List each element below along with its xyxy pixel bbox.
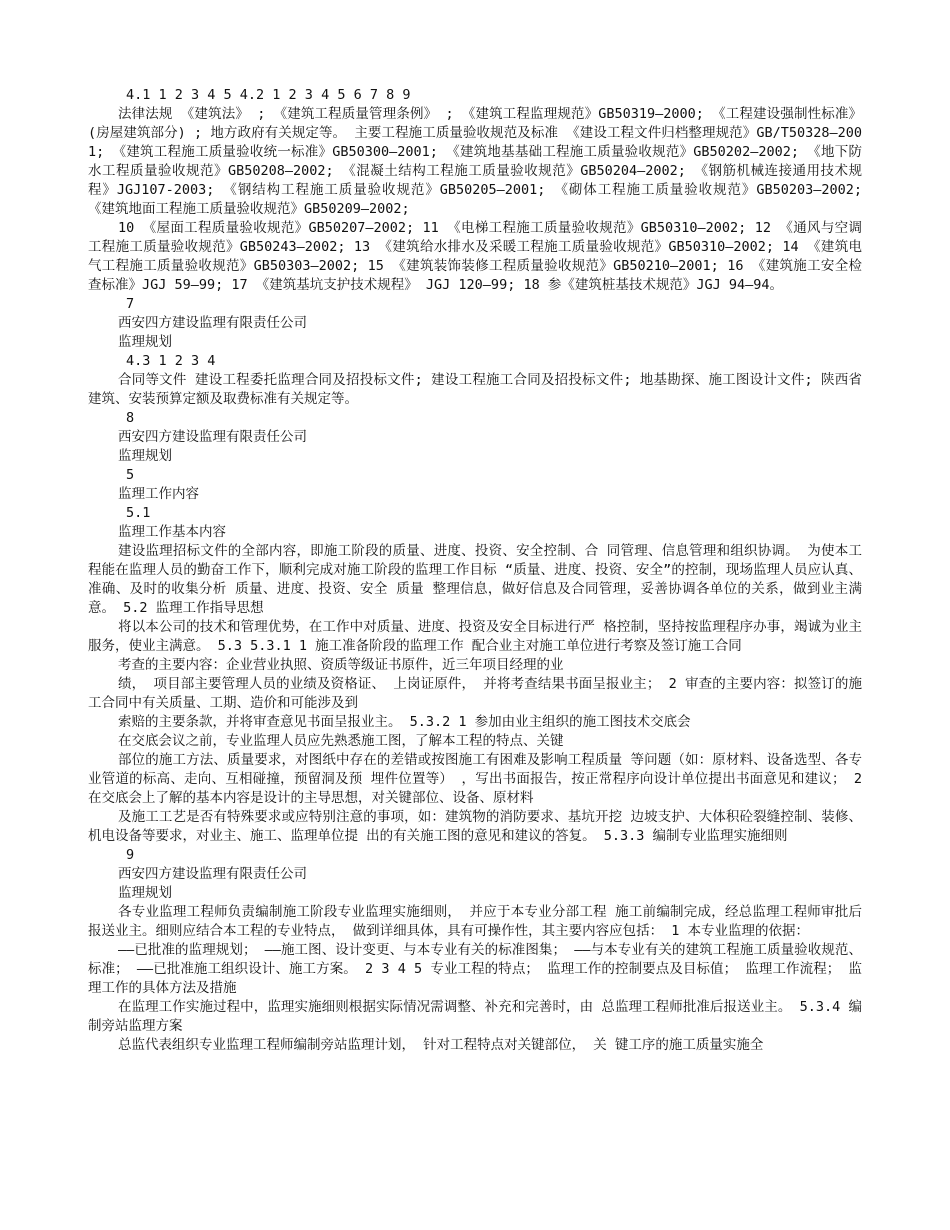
section-heading: 监理工作基本内容	[118, 524, 226, 540]
page-number: 7	[126, 296, 135, 312]
section-numbers-4-3: 4.3 1 2 3 4	[126, 353, 216, 369]
paragraph-implementation-rules: 各专业监理工程师负责编制施工阶段专业监理实施细则， 并应于本专业分部工程 施工前编制完成，经总监理工程师审批后报送业主。细则应结合本工程的专业特点， 做到详细具体，具有可操作性，其主要内容应包括： 1 本专业监理的依据：	[88, 904, 862, 939]
section-numbers-4: 4.1 1 2 3 4 5 4.2 1 2 3 4 5 6 7 8 9	[126, 87, 411, 103]
section-heading: 监理工作内容	[118, 486, 199, 502]
paragraph-pre-meeting: 在交底会议之前，专业监理人员应先熟悉施工图，了解本工程的特点、关键	[118, 733, 564, 749]
paragraph-contract-documents: 合同等文件 建设工程委托监理合同及招投标文件; 建设工程施工合同及招投标文件; 地基勘探、施工图设计文件; 陕西省建筑、安装预算定额及取费标准有关规定等。	[88, 372, 862, 407]
paragraph-claims-clauses: 索赔的主要条款，并将审查意见书面呈报业主。 5.3.2 1 参加由业主组织的施工图技术交底会	[118, 714, 691, 730]
page-number: 8	[126, 410, 135, 426]
document-title: 监理规划	[118, 334, 172, 350]
section-number-5: 5	[126, 467, 135, 483]
paragraph-key-parts: 部位的施工方法、质量要求，对图纸中存在的差错或按图施工有困难及影响工程质量 等问题（如：原材料、设备选型、各专业管道的标高、走向、互相碰撞，预留洞及预 埋件位置等） ，写出书面报告，按正常程序向设计单位提出书面意见和建议； 2 在交底会上了解的基本内容是设计的主导思想，对关键部位、设备、原材料	[88, 752, 862, 806]
company-name: 西安四方建设监理有限责任公司	[118, 429, 307, 445]
paragraph-approved-plans: ——已批准的监理规划； ——施工图、设计变更、与本专业有关的标准图集； ——与本专业有关的建筑工程施工质量验收规范、标准； ——已批准施工组织设计、施工方案。 2 3 4 5 专业工程的特点； 监理工作的控制要点及目标值； 监理工作流程； 监理工作的具体方法及措施	[88, 942, 862, 996]
paragraph-adjustments: 在监理工作实施过程中，监理实施细则根据实际情况需调整、补充和完善时，由 总监理工程师批准后报送业主。 5.3.4 编制旁站监理方案	[88, 999, 862, 1034]
paragraph-standards-list: 10 《屋面工程质量验收规范》GB50207—2002; 11 《电梯工程施工质量验收规范》GB50310—2002; 12 《通风与空调工程施工质量验收规范》GB50243—2002; 13 《建筑给水排水及采暖工程施工质量验收规范》GB50310—2002; 14 《建筑电气工程施工质量验收规范》GB50303—2002; 15 《建筑装饰装修工程质量验收规范》GB50210—2001; 16 《建筑施工安全检查标准》JGJ 59—99; 17 《建筑基坑支护技术规程》 JGJ 120—99; 18 参《建筑桩基技术规范》JGJ 94—94。	[88, 220, 862, 293]
section-number-5-1: 5.1	[126, 505, 151, 521]
company-name: 西安四方建设监理有限责任公司	[118, 315, 307, 331]
page-number: 9	[126, 847, 135, 863]
paragraph-performance-review: 绩， 项目部主要管理人员的业绩及资格证、 上岗证原件， 并将考查结果书面呈报业主； 2 审查的主要内容：拟签订的施工合同中有关质量、工期、造价和可能涉及到	[88, 676, 862, 711]
document-title: 监理规划	[118, 448, 172, 464]
paragraph-guiding-principle: 将以本公司的技术和管理优势，在工作中对质量、进度、投资及安全目标进行严 格控制，坚持按监理程序办事，竭诚为业主服务，使业主满意。 5.3 5.3.1 1 施工准备阶段的监理工作 配合业主对施工单位进行考察及签订施工合同	[88, 619, 862, 654]
paragraph-construction-process: 及施工工艺是否有特殊要求或应特别注意的事项，如：建筑物的消防要求、基坑开挖 边坡支护、大体积砼裂缝控制、装修、机电设备等要求，对业主、施工、监理单位提 出的有关施工图的意见和建议的答复。 5.3.3 编制专业监理实施细则	[88, 809, 862, 844]
document-title: 监理规划	[118, 885, 172, 901]
paragraph-inspection-content: 考查的主要内容：企业营业执照、资质等级证书原件，近三年项目经理的业	[118, 657, 564, 673]
paragraph-laws-regulations: 法律法规 《建筑法》 ; 《建筑工程质量管理条例》 ; 《建筑工程监理规范》GB50319—2000; 《工程建设强制性标准》 (房屋建筑部分) ; 地方政府有关规定等。 主要工程施工质量验收规范及标准 《建设工程文件归档整理规范》GB/T50328—2001; 《建筑工程施工质量验收统一标准》GB50300—2001; 《建筑地基基础工程施工质量验收规范》GB50202—2002; 《地下防水工程质量验收规范》GB50208—2002; 《混凝土结构工程施工质量验收规范》GB50204—2002; 《钢筋机械连接通用技术规程》JGJ107-2003; 《钢结构工程施工质量验收规范》GB50205—2001; 《砌体工程施工质量验收规范》GB50203—2002; 《建筑地面工程施工质量验收规范》GB50209—2002;	[88, 106, 862, 217]
paragraph-basic-content: 建设监理招标文件的全部内容，即施工阶段的质量、进度、投资、安全控制、合 同管理、信息管理和组织协调。 为使本工程能在监理人员的勤奋工作下，顺利完成对施工阶段的监理工作目标 “质量、进度、投资、安全”的控制，现场监理人员应认真、准确、及时的收集分析 质量、进度、投资、安全 质量 整理信息，做好信息及合同管理，妥善协调各单位的关系，做到业主满意。 5.2 监理工作指导思想	[88, 543, 862, 616]
paragraph-side-station-plan: 总监代表组织专业监理工程师编制旁站监理计划， 针对工程特点对关键部位， 关 键工序的施工质量实施全	[118, 1037, 764, 1053]
company-name: 西安四方建设监理有限责任公司	[118, 866, 307, 882]
